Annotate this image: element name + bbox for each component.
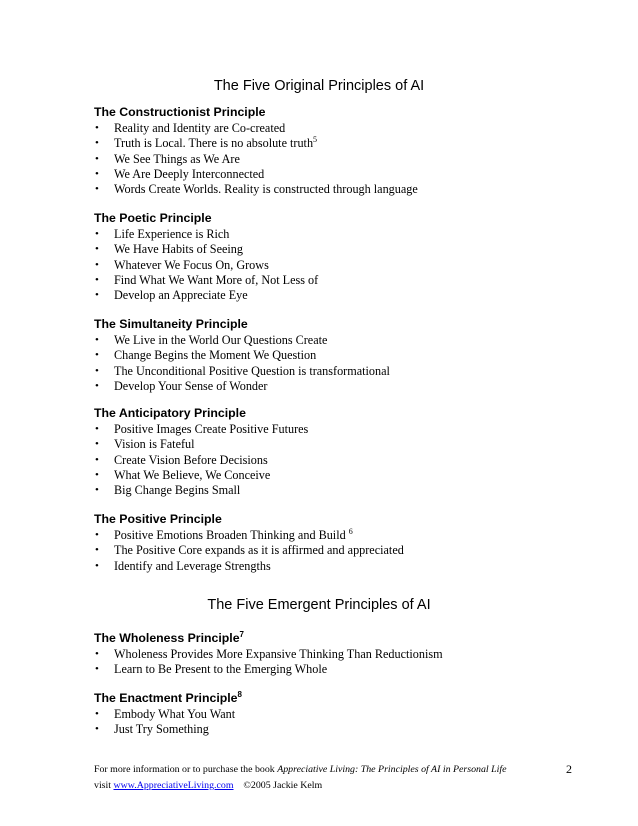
bullet-list (94, 647, 564, 678)
emergent-principles-title: The Five Emergent Principles of AI (207, 597, 431, 613)
footnote-ref: 7 (239, 629, 244, 639)
section-constructionist (94, 104, 564, 197)
list-item-text: Positive Emotions Broaden Thinking and Build (114, 528, 349, 542)
list-item-text: Big Change Begins Small (114, 483, 241, 498)
section-heading (94, 511, 564, 528)
footnote-ref: 5 (313, 135, 318, 145)
bullet-icon: • (95, 273, 99, 286)
bullet-icon: • (95, 243, 99, 256)
section-positive (94, 511, 564, 574)
list-item (94, 422, 564, 437)
list-item (94, 242, 564, 257)
bullet-list (94, 528, 564, 574)
section-heading-text: The Simultaneity Principle (94, 317, 248, 331)
section-heading (94, 630, 564, 647)
section-heading-text: The Enactment Principle (94, 691, 238, 705)
list-item (94, 379, 564, 394)
original-principles-title: The Five Original Principles of AI (213, 78, 425, 94)
bullet-icon: • (95, 438, 99, 451)
list-item (94, 662, 564, 677)
section-anticipatory (94, 405, 564, 498)
bullet-icon: • (95, 334, 99, 346)
section-simultaneity (94, 316, 564, 394)
list-item (94, 348, 564, 363)
section-heading-text: The Poetic Principle (94, 211, 212, 225)
section-heading (94, 316, 564, 333)
list-item (94, 273, 564, 288)
list-item-text: Wholeness Provides More Expansive Thinking Than Reductionism (114, 647, 443, 661)
list-item-text: What We Believe, We Conceive (114, 467, 271, 482)
list-item-text: Develop Your Sense of Wonder (114, 378, 268, 393)
section-heading (94, 210, 564, 227)
section-heading-text: The Wholeness Principle (94, 631, 240, 645)
footnote-ref: 6 (348, 526, 353, 536)
list-item (94, 707, 564, 722)
bullet-icon: • (95, 137, 99, 150)
list-item (94, 453, 564, 468)
list-item-text: Whatever We Focus On, Grows (114, 257, 269, 272)
list-item (94, 121, 564, 136)
list-item-text: Identify and Leverage Strengths (114, 558, 271, 573)
list-item-text: Life Experience is Rich (114, 227, 230, 241)
list-item-text: Develop an Appreciate Eye (114, 288, 248, 303)
list-item-text: Find What We Want More of, Not Less of (114, 272, 319, 287)
bullet-icon: • (95, 122, 99, 134)
bullet-icon: • (95, 379, 99, 392)
list-item (94, 182, 564, 197)
list-item-text: Reality and Identity are Co-created (114, 121, 286, 135)
list-item (94, 227, 564, 242)
section-heading-text: The Positive Principle (94, 512, 222, 526)
bullet-icon: • (95, 152, 99, 165)
list-item (94, 468, 564, 483)
page-number: 2 (566, 762, 572, 776)
bullet-icon: • (95, 183, 99, 196)
bullet-icon: • (95, 349, 99, 362)
bullet-list (94, 707, 564, 738)
bullet-icon: • (95, 544, 99, 557)
list-item-text: The Positive Core expands as it is affirmed and appreciated (114, 543, 404, 558)
list-item (94, 437, 564, 452)
bullet-icon: • (95, 468, 99, 481)
bullet-icon: • (95, 529, 99, 541)
section-heading-text: The Constructionist Principle (94, 105, 266, 119)
list-item-text: Vision is Fateful (114, 437, 195, 452)
list-item-text: We Have Habits of Seeing (114, 242, 243, 257)
list-item-text: Truth is Local. There is no absolute truth (114, 136, 314, 151)
list-item (94, 288, 564, 303)
list-item-text: Just Try Something (114, 722, 209, 737)
list-item-text: Learn to Be Present to the Emerging Whole (114, 662, 328, 677)
bullet-list (94, 422, 564, 498)
list-item (94, 647, 564, 662)
bullet-icon: • (95, 453, 99, 466)
section-enactment (94, 690, 564, 738)
list-item (94, 136, 564, 151)
bullet-icon: • (95, 289, 99, 302)
section-heading (94, 690, 564, 707)
bullet-icon: • (95, 559, 99, 572)
list-item-text: Words Create Worlds. Reality is constructed through language (114, 182, 418, 197)
list-item (94, 528, 564, 543)
list-item-text: We See Things as We Are (114, 151, 240, 166)
list-item-text: Embody What You Want (114, 707, 236, 721)
list-item-text: Positive Images Create Positive Futures (114, 422, 309, 436)
list-item (94, 364, 564, 379)
footer-website-link[interactable]: www.AppreciativeLiving.com (113, 780, 234, 791)
bullet-icon: • (95, 708, 99, 720)
bullet-icon: • (95, 648, 99, 660)
footnote-ref: 8 (237, 689, 242, 699)
list-item (94, 152, 564, 167)
bullet-list (94, 121, 564, 197)
bullet-icon: • (95, 663, 99, 676)
bullet-icon: • (95, 167, 99, 180)
list-item (94, 722, 564, 737)
bullet-icon: • (95, 484, 99, 497)
list-item (94, 543, 564, 558)
footer-visit-text: visit (94, 780, 114, 791)
list-item (94, 559, 564, 574)
section-wholeness (94, 630, 564, 678)
list-item-text: We Live in the World Our Questions Create (114, 333, 328, 347)
list-item (94, 167, 564, 182)
list-item-text: We Are Deeply Interconnected (114, 166, 265, 181)
list-item (94, 333, 564, 348)
footer-copyright: ©2005 Jackie Kelm (243, 780, 323, 791)
page-footer (94, 762, 594, 794)
list-item-text: Create Vision Before Decisions (114, 452, 268, 467)
list-item-text: The Unconditional Positive Question is transformational (114, 363, 390, 378)
list-item (94, 483, 564, 498)
bullet-list (94, 227, 564, 303)
bullet-icon: • (95, 258, 99, 271)
bullet-list (94, 333, 564, 394)
bullet-icon: • (95, 364, 99, 377)
bullet-icon: • (95, 723, 99, 736)
bullet-icon: • (95, 423, 99, 435)
section-heading-text: The Anticipatory Principle (94, 406, 246, 420)
section-heading (94, 104, 564, 121)
section-heading (94, 405, 564, 422)
list-item-text: Change Begins the Moment We Question (114, 348, 317, 363)
bullet-icon: • (95, 228, 99, 240)
list-item (94, 258, 564, 273)
section-poetic (94, 210, 564, 303)
footer-book-title: Appreciative Living: The Principles of AI in Personal Life (277, 764, 507, 775)
footer-info-text: For more information or to purchase the book (94, 764, 278, 775)
